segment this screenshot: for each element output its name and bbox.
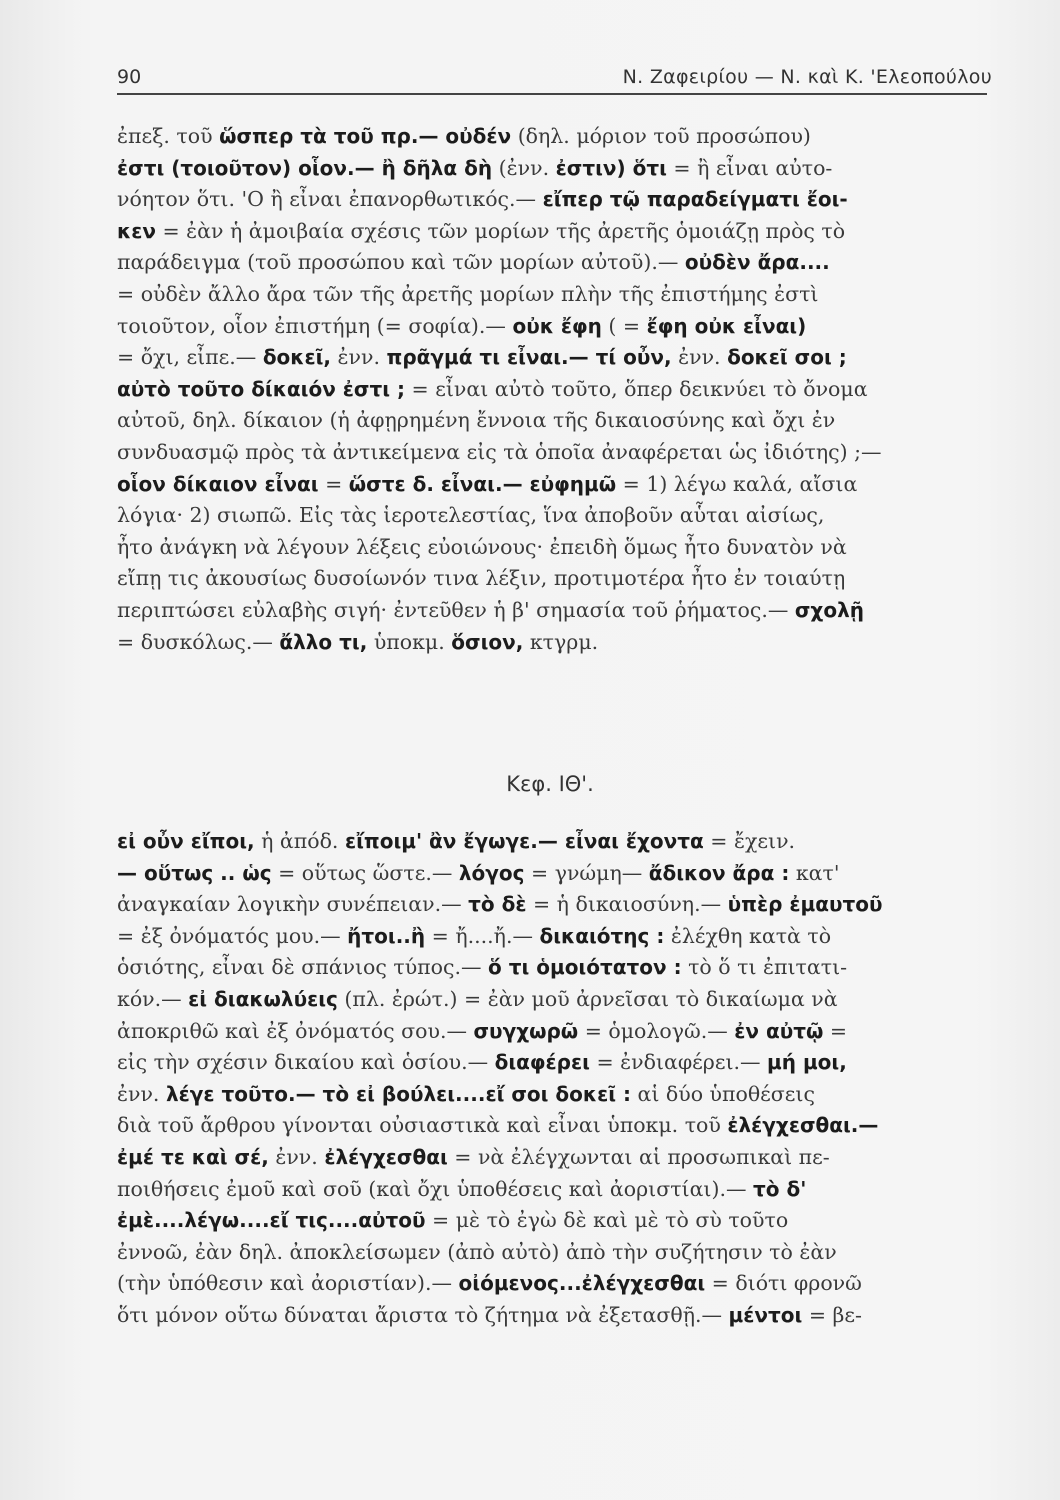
section-heading: Κεφ. ΙΘ'. bbox=[506, 772, 594, 796]
text-line bbox=[117, 627, 990, 659]
gloss-text: = ἡ δικαιοσύνη.— bbox=[526, 892, 728, 917]
lemma-text: ἐστι (τοιοῦτον) οἷον.— ἢ δῆλα δὴ bbox=[117, 155, 493, 180]
lemma-text: ἐλέγχεσθαι bbox=[324, 1144, 448, 1169]
text-line bbox=[117, 532, 990, 564]
gloss-text: (δηλ. μόριον τοῦ προσώπου) bbox=[511, 124, 811, 148]
gloss-text: παράδειγμα (τοῦ προσώπου καὶ τῶν μορίων αὐτοῦ).— bbox=[117, 250, 685, 275]
lemma-text: οἰόμενος...ἐλέγχεσθαι bbox=[458, 1271, 706, 1296]
gloss-text: = βε- bbox=[802, 1302, 862, 1327]
gloss-text: = bbox=[823, 1018, 848, 1043]
gloss-text: τὸ ὅ τι ἐπιτατι- bbox=[681, 955, 848, 980]
gloss-text: ὅτι μόνον οὕτω δύναται ἄριστα τὸ ζήτημα νὰ ἐξετασθῇ.— bbox=[117, 1302, 729, 1327]
gloss-text: = οὕτως ὥστε.— bbox=[271, 860, 459, 885]
gloss-text: (ἐνν. bbox=[492, 155, 556, 180]
gloss-text: = ὄχι, εἶπε.— bbox=[117, 345, 263, 370]
gloss-text: ὑποκμ. bbox=[367, 629, 452, 654]
gloss-text: = δυσκόλως.— bbox=[117, 629, 280, 654]
text-line bbox=[117, 1174, 990, 1206]
gloss-text: εἰς τὴν σχέσιν δικαίου καὶ ὁσίου.— bbox=[117, 1050, 495, 1075]
lemma-text: οὐκ ἔφη bbox=[512, 313, 602, 338]
lemma-text: δικαιότης : bbox=[539, 923, 665, 948]
text-line bbox=[117, 405, 990, 437]
gloss-text: = ἢ εἶναι αὐτο- bbox=[666, 155, 833, 180]
text-line bbox=[117, 279, 990, 311]
lemma-text: οὐδὲν ἄρα.... bbox=[684, 250, 830, 275]
gloss-text: ἐνν. bbox=[671, 345, 728, 370]
lemma-text: ἐλέγχεσθαι.— bbox=[727, 1113, 879, 1138]
lemma-text: — οὕτως .. ὡς bbox=[117, 860, 272, 885]
gloss-text: περιπτώσει εὐλαβὴς σιγή· ἐντεῦθεν ἡ β' σημασία τοῦ ῥήματος.— bbox=[117, 597, 795, 622]
lemma-text: εἰ διακωλύεις bbox=[188, 986, 338, 1011]
gloss-text: ποιθήσεις ἐμοῦ καὶ σοῦ (καὶ ὄχι ὑποθέσεις καὶ ἀοριστίαι).— bbox=[117, 1176, 753, 1201]
gloss-text: ὁσιότης, εἶναι δὲ σπάνιος τύπος.— bbox=[117, 955, 489, 980]
gloss-text: ἐλέχθη κατὰ τὸ bbox=[664, 923, 832, 948]
text-line bbox=[117, 889, 990, 921]
gloss-text: διὰ τοῦ ἄρθρου γίνονται οὐσιαστικὰ καὶ εἶναι ὑποκμ. τοῦ bbox=[117, 1113, 728, 1138]
lemma-text: πρᾶγμά τι εἶναι.— τί οὖν, bbox=[386, 345, 672, 370]
lemma-text: διαφέρει bbox=[494, 1050, 590, 1075]
text-line bbox=[117, 342, 990, 374]
lemma-text: τὸ δὲ bbox=[468, 892, 527, 917]
text-line bbox=[117, 952, 990, 984]
text-line bbox=[117, 1237, 990, 1269]
page-number: 90 bbox=[117, 66, 142, 88]
text-line bbox=[117, 595, 990, 627]
lemma-text: ἄδικον ἄρα : bbox=[648, 860, 790, 885]
lemma-text: ἐστιν) ὅτι bbox=[555, 155, 667, 180]
lemma-text: εἴπερ τῷ παραδείγματι ἔοι- bbox=[542, 187, 848, 212]
text-line bbox=[117, 1016, 990, 1048]
text-line bbox=[117, 563, 990, 595]
lemma-text: οἷον δίκαιον εἶναι bbox=[117, 471, 319, 496]
gloss-text: = ἤ....ἤ.— bbox=[425, 923, 540, 948]
gloss-text: = ἐνδιαφέρει.— bbox=[589, 1050, 768, 1075]
text-line bbox=[117, 469, 990, 501]
text-line bbox=[117, 1300, 990, 1332]
gloss-text: ( = bbox=[601, 313, 647, 338]
gloss-text: κατ' bbox=[789, 860, 840, 885]
gloss-text: συνδυασμῷ πρὸς τὰ ἀντικείμενα εἰς τὰ ὁποῖα ἀναφέρεται ὡς ἰδιότης) ;— bbox=[117, 439, 882, 464]
text-line bbox=[117, 153, 990, 185]
gloss-text: = ἐὰν ἡ ἀμοιβαία σχέσις τῶν μορίων τῆς ἀρετῆς ὁμοιάζῃ πρὸς τὸ bbox=[155, 218, 846, 243]
lemma-text: ὅ τι ὁμοιότατον : bbox=[488, 955, 682, 980]
text-line bbox=[117, 1268, 990, 1300]
lemma-text: ὑπὲρ ἐμαυτοῦ bbox=[727, 892, 883, 917]
gloss-text: κόν.— bbox=[117, 986, 189, 1011]
text-line bbox=[117, 374, 990, 406]
lemma-text: συγχωρῶ bbox=[473, 1018, 579, 1043]
gloss-text: τοιοῦτον, οἷον ἐπιστήμη (= σοφία).— bbox=[117, 313, 513, 338]
lemma-text: τὸ δ' bbox=[752, 1176, 807, 1201]
text-line bbox=[117, 826, 990, 858]
gloss-text: = bbox=[318, 471, 349, 496]
lemma-text: εἰ οὖν εἴποι, bbox=[117, 829, 255, 853]
text-line bbox=[117, 921, 990, 953]
text-line bbox=[117, 437, 990, 469]
gloss-text: = γνώμη— bbox=[524, 860, 649, 885]
lemma-text: μέντοι bbox=[728, 1302, 803, 1327]
text-line bbox=[117, 247, 990, 279]
commentary-block-1 bbox=[117, 121, 990, 658]
text-line bbox=[117, 1047, 990, 1079]
lemma-text: αὐτὸ τοῦτο δίκαιόν ἐστι ; bbox=[117, 376, 406, 401]
text-line bbox=[117, 1079, 990, 1111]
text-line bbox=[117, 1110, 990, 1142]
gloss-text: = 1) λέγω καλά, αἴσια bbox=[616, 471, 858, 496]
gloss-text: = ὁμολογῶ.— bbox=[578, 1018, 735, 1043]
lemma-text: δοκεῖ, bbox=[262, 345, 332, 370]
running-head: Ν. Ζαφειρίου — Ν. καὶ Κ. 'Ελεοπούλου bbox=[622, 66, 992, 88]
lemma-text: σχολῇ bbox=[794, 597, 864, 622]
gloss-text: λόγια· 2) σιωπῶ. Εἰς τὰς ἱεροτελεστίας, ἵνα ἀποβοῦν αὗται αἰσίως, bbox=[117, 503, 825, 528]
lemma-text: λόγος bbox=[458, 860, 525, 885]
text-line bbox=[117, 216, 990, 248]
lemma-text: ὥσπερ τὰ τοῦ πρ.— οὐδέν bbox=[219, 124, 512, 148]
lemma-text: ἐν αὐτῷ bbox=[734, 1018, 824, 1043]
text-line bbox=[117, 121, 990, 153]
gloss-text: = ἐξ ὀνόματός μου.— bbox=[117, 923, 348, 948]
gloss-text: = νὰ ἐλέγχωνται αἱ προσωπικαὶ πε- bbox=[447, 1144, 830, 1169]
gloss-text: αὐτοῦ, δηλ. δίκαιον (ἡ ἀφῃρημένη ἔννοια τῆς δικαιοσύνης καὶ ὄχι ἐν bbox=[117, 408, 836, 433]
commentary-block-2 bbox=[117, 826, 990, 1332]
text-line bbox=[117, 1205, 990, 1237]
page-header bbox=[117, 58, 992, 92]
lemma-text: εἴποιμ' ἂν ἔγωγε.— εἶναι ἔχοντα bbox=[344, 829, 704, 853]
lemma-text: κεν bbox=[117, 218, 156, 243]
gloss-text: νόητον ὅτι. 'Ο ἢ εἶναι ἐπανορθωτικός.— bbox=[117, 187, 543, 212]
gloss-text: ἀποκριθῶ καὶ ἐξ ὀνόματός σου.— bbox=[117, 1018, 474, 1043]
text-line bbox=[117, 858, 990, 890]
gloss-text: (τὴν ὑπόθεσιν καὶ ἀοριστίαν).— bbox=[117, 1271, 459, 1296]
gloss-text: = οὐδὲν ἄλλο ἄρα τῶν τῆς ἀρετῆς μορίων πλὴν τῆς ἐπιστήμης ἐστὶ bbox=[117, 281, 819, 306]
gloss-text: κτγρμ. bbox=[523, 629, 599, 654]
gloss-text: = διότι φρονῶ bbox=[705, 1271, 862, 1296]
gloss-text: αἱ δύο ὑποθέσεις bbox=[630, 1081, 815, 1106]
gloss-text: ἐννοῶ, ἐὰν δηλ. ἀποκλείσωμεν (ἀπὸ αὐτὸ) ἀπὸ τὴν συζήτησιν τὸ ἐὰν bbox=[117, 1239, 837, 1264]
text-line bbox=[117, 500, 990, 532]
lemma-text: ἐμὲ....λέγω....εἴ τις....αὐτοῦ bbox=[117, 1208, 426, 1233]
lemma-text: λέγε τοῦτο.— τὸ εἰ βούλει....εἴ σοι δοκεῖ : bbox=[165, 1081, 631, 1106]
gloss-text: = εἶναι αὐτὸ τοῦτο, ὅπερ δεικνύει τὸ ὄνομα bbox=[405, 376, 868, 401]
gloss-text: = μὲ τὸ ἐγὼ δὲ καὶ μὲ τὸ σὺ τοῦτο bbox=[425, 1208, 789, 1233]
gloss-text: ἐνν. bbox=[331, 345, 387, 370]
gloss-text: = ἔχειν. bbox=[703, 829, 796, 853]
text-line bbox=[117, 184, 990, 216]
gloss-text: ἐπεξ. τοῦ bbox=[117, 124, 220, 148]
lemma-text: ὥστε δ. εἶναι.— εὐφημῶ bbox=[348, 471, 617, 496]
lemma-text: ἐμέ τε καὶ σέ, bbox=[117, 1144, 269, 1169]
lemma-text: ἄλλο τι, bbox=[279, 629, 368, 654]
lemma-text: δοκεῖ σοι ; bbox=[727, 345, 847, 370]
lemma-text: ἔφη οὐκ εἶναι) bbox=[646, 313, 807, 338]
gloss-text: ἡ ἀπόδ. bbox=[254, 829, 345, 853]
text-line bbox=[117, 1142, 990, 1174]
gloss-text: εἴπῃ τις ἀκουσίως δυσοίωνόν τινα λέξιν, προτιμοτέρα ἦτο ἐν τοιαύτῃ bbox=[117, 566, 846, 591]
lemma-text: ὅσιον, bbox=[451, 629, 524, 654]
lemma-text: ἤτοι..ἢ bbox=[347, 923, 426, 948]
gloss-text: ἐνν. bbox=[117, 1081, 166, 1106]
lemma-text: μή μοι, bbox=[767, 1050, 847, 1075]
text-line bbox=[117, 984, 990, 1016]
text-line bbox=[117, 311, 990, 343]
gloss-text: ἀναγκαίαν λογικὴν συνέπειαν.— bbox=[117, 892, 469, 917]
gloss-text: ἐνν. bbox=[268, 1144, 325, 1169]
gloss-text: ἦτο ἀνάγκη νὰ λέγουν λέξεις εὐοιώνους· ἐπειδὴ ὅμως ἦτο δυνατὸν νὰ bbox=[117, 534, 847, 559]
header-rule bbox=[117, 93, 987, 95]
gloss-text: (πλ. ἐρώτ.) = ἐὰν μοῦ ἀρνεῖσαι τὸ δικαίωμα νὰ bbox=[337, 986, 838, 1011]
